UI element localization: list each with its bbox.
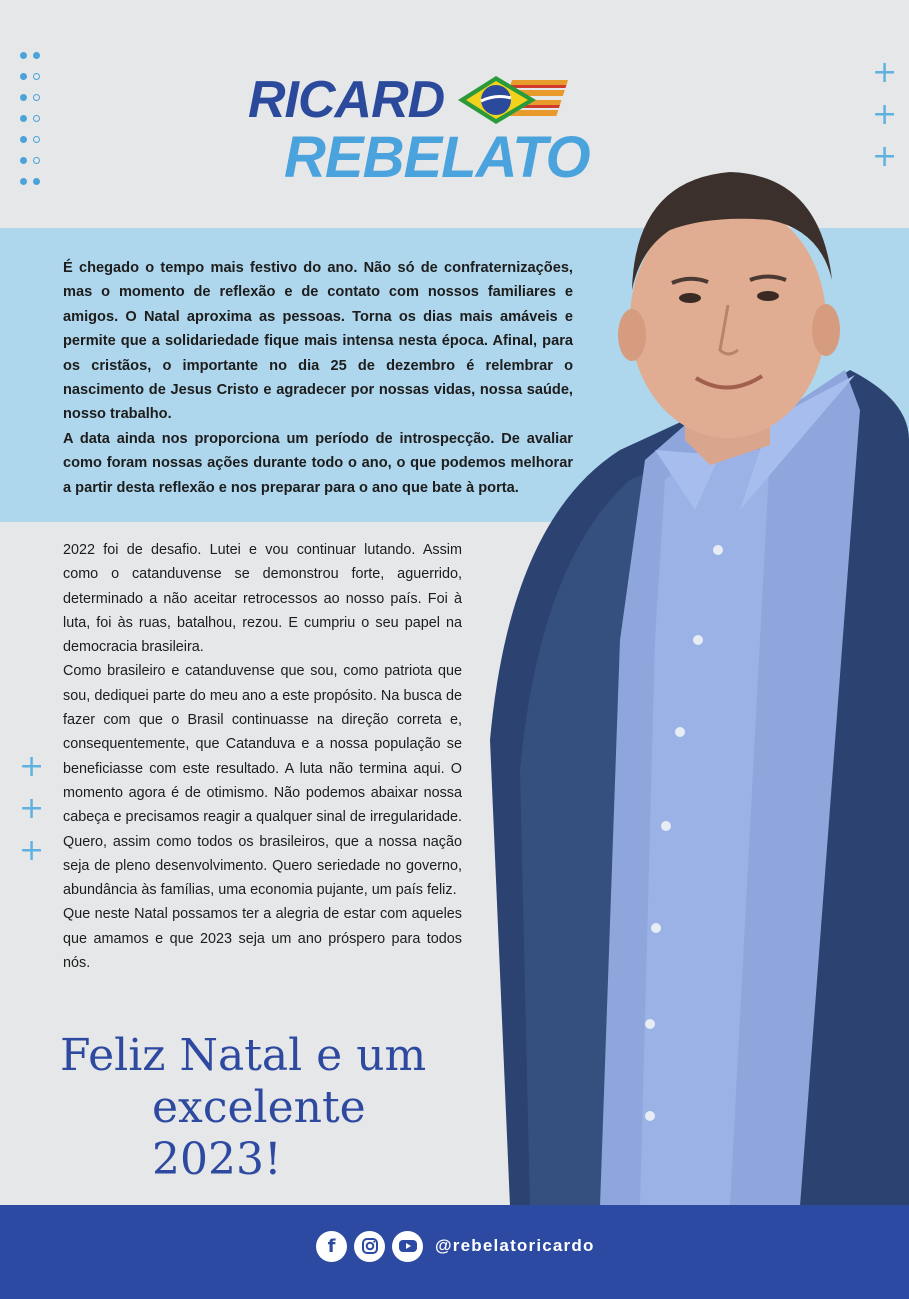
portrait-photo [470,120,909,1206]
body-paragraph: Que neste Natal possamos ter a alegria de estar com aqueles que amamos e que 2023 seja um ano próspero para todos nós. [63,906,462,972]
body-paragraph: Como brasileiro e catanduvense que sou, como patriota que sou, dediquei parte do meu ano a este propósito. Na busca de fazer com que o Brasil continuasse na direção correta e, consequentemente, que Catanduva e a nossa população se beneficiasse com este resultado. A luta não termina aqui. O momento agora é de otimismo. Não podemos abaixar nossa cabeça e precisamos reagir a qualquer sinal de irregularidade. Quero, assim como todos os brasileiros, que a nossa nação seja de pleno desenvolvimento. Quero seriedade no governo, abundância às famílias, uma economia pujante, um país feliz. [63,663,462,899]
instagram-icon[interactable] [354,1231,385,1262]
logo-line2: REBELATO [284,125,590,190]
plus-icon: + [19,791,45,826]
plus-icon: + [19,749,45,784]
christmas-greeting [60,1030,500,1186]
decorative-dots [20,52,54,199]
plus-icon: + [872,55,898,90]
intro-paragraph: A data ainda nos proporciona um período de introspecção. De avaliar como foram nossas ações durante todo o ano, o que podemos melhorar a partir desta reflexão e nos preparar para o ano que bate à porta. [63,430,573,496]
plus-icon: + [872,139,898,174]
body-text [63,538,462,975]
social-links [316,1230,595,1262]
facebook-icon[interactable]: f [316,1231,347,1262]
greeting-line2: excelente 2023! [152,1082,366,1185]
greeting-line1: Feliz Natal e um [60,1030,427,1081]
social-handle[interactable]: @rebelatoricardo [435,1236,595,1255]
youtube-icon[interactable] [392,1231,423,1262]
body-paragraph: 2022 foi de desafio. Lutei e vou continuar lutando. Assim como o catanduvense se demonstrou forte, aguerrido, determinado a não aceitar retrocessos ao nosso país. Foi à luta, foi às ruas, batalhou, rezou. E cumpriu o seu papel na democracia brasileira. [63,542,462,656]
plus-icon: + [19,833,45,868]
plus-icon: + [872,97,898,132]
logo-line1: RICARD [248,71,445,129]
intro-paragraph: É chegado o tempo mais festivo do ano. Não só de confraternizações, mas o momento de reflexão e de contato com nossos familiares e amigos. O Natal aproxima as pessoas. Torna os dias mais amáveis e permite que a solidariedade fique mais intensa nesta época. Afinal, para os cristãos, o importante no dia 25 de dezembro é relembrar o nascimento de Jesus Cristo e agradecer por nossas vidas, nossa saúde, nosso trabalho. [63,260,573,423]
